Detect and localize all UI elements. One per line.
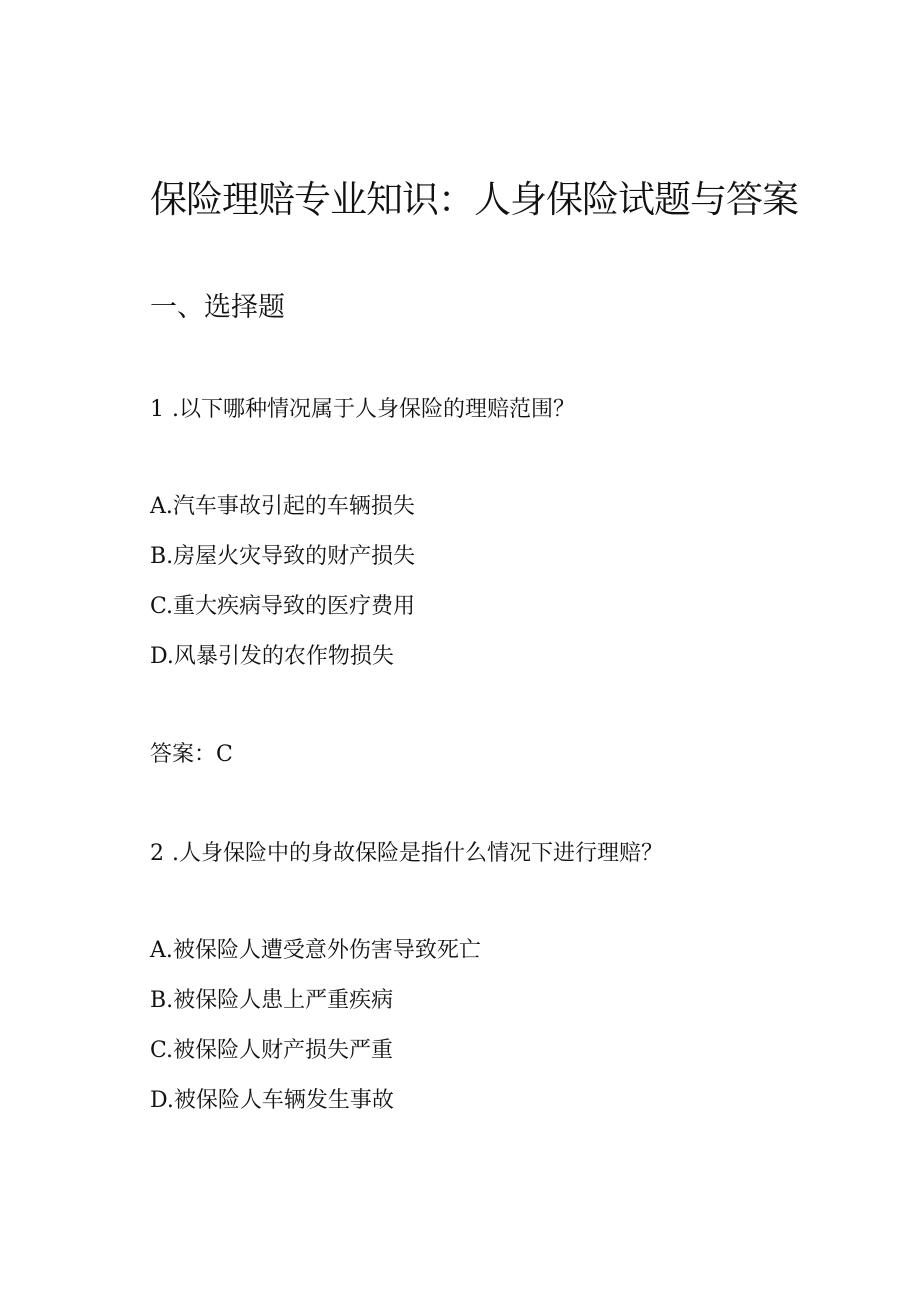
option-1c: C.重大疾病导致的医疗费用 [150, 594, 416, 619]
question-text: .人身保险中的身故保险是指什么情况下进行理赔？ [172, 841, 663, 866]
option-2c: C.被保险人财产损失严重 [150, 1038, 394, 1063]
option-2a: A.被保险人遭受意外伤害导致死亡 [150, 938, 481, 963]
answer-1: 答案：C [150, 742, 233, 767]
question-1 [150, 395, 575, 425]
section-heading: 一、选择题 [150, 292, 285, 323]
option-2d: D.被保险人车辆发生事故 [150, 1088, 394, 1113]
option-1a: A.汽车事故引起的车辆损失 [150, 494, 415, 519]
option-2b: B.被保险人患上严重疾病 [150, 988, 394, 1013]
question-number: 2 [150, 841, 164, 866]
option-1d: D.风暴引发的农作物损失 [150, 644, 394, 669]
question-2 [150, 839, 663, 869]
question-text: .以下哪种情况属于人身保险的理赔范围？ [172, 397, 575, 422]
question-number: 1 [150, 397, 164, 422]
document-title: 保险理赔专业知识：人身保险试题与答案 [150, 178, 798, 221]
option-1b: B.房屋火灾导致的财产损失 [150, 544, 416, 569]
